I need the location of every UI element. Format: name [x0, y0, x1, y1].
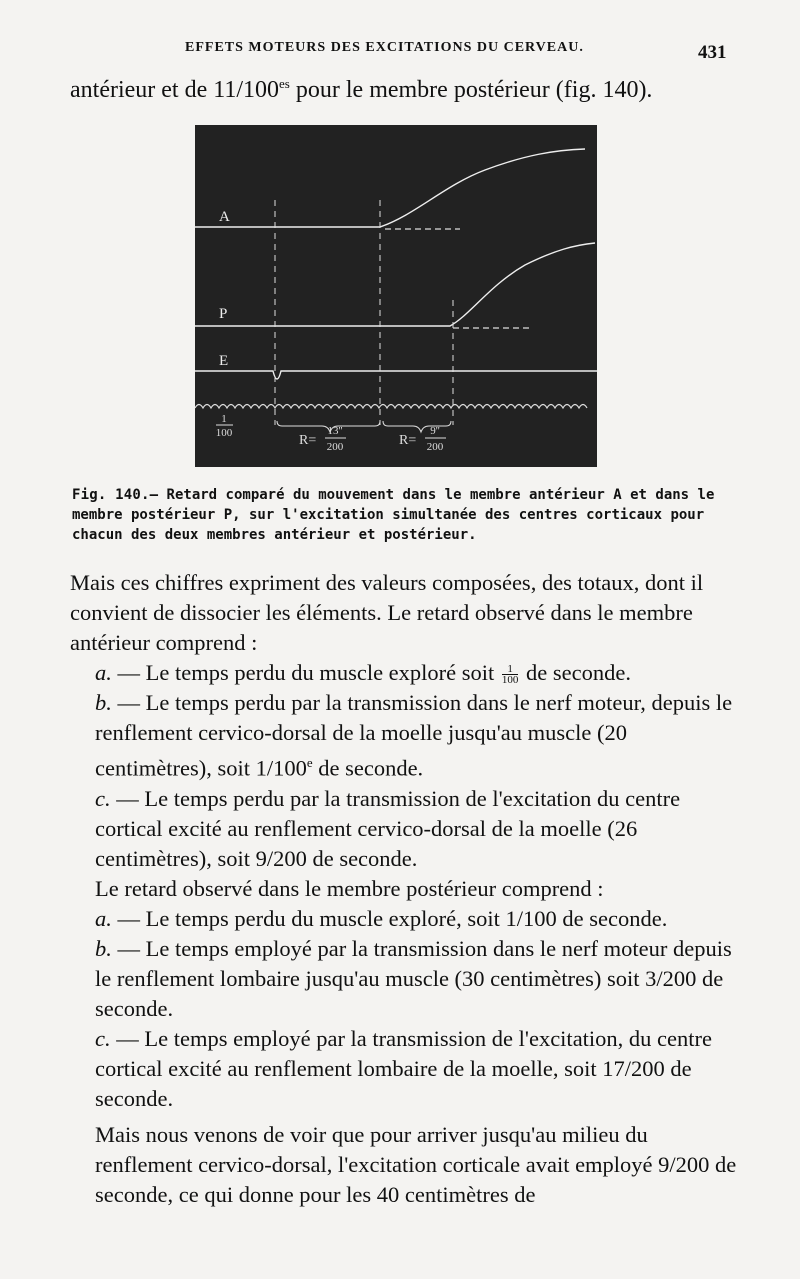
r2-num: 9'' — [430, 425, 440, 437]
ant-b-before: — Le temps perdu par la transmission dans le nerf moteur, depuis le renflement cervico-dorsal de la moelle jusqu'au muscle (20 centimètres), soit 1/100 — [95, 690, 733, 781]
r1-num: 13'' — [327, 425, 343, 437]
post-b-marker: b. — [95, 935, 112, 961]
label-P: P — [219, 306, 228, 322]
list-item-ant-a — [70, 658, 740, 688]
post-a-text: — Le temps perdu du muscle exploré, soit 1/100 de seconde. — [117, 905, 668, 931]
ant-a-before: — Le temps perdu du muscle exploré soit — [117, 660, 495, 685]
lead-before: antérieur et de 11/100 — [70, 77, 280, 103]
lead-line — [70, 76, 652, 104]
list-item-ant-b — [70, 688, 740, 784]
ant-a-num: 1 — [502, 664, 519, 675]
ant-a-marker: a. — [95, 660, 112, 685]
list-item-post-b — [70, 934, 740, 1024]
caption-text: — Retard comparé du mouvement dans le membre antérieur A et dans le membre postérieur P, sur l'excitation simultanée des centres corticaux pour chacun des deux membres antérieur et postérieur. — [72, 487, 715, 543]
figure-140 — [195, 125, 597, 467]
ant-b-marker: b. — [95, 690, 112, 715]
ant-a-after: de seconde. — [526, 660, 631, 685]
page-header — [0, 40, 800, 64]
post-c-text: — Le temps employé par la transmission de l'excitation, du centre cortical excité au renflement lombaire de la moelle, soit 17/200 de seconde. — [95, 1025, 713, 1111]
list-item-post-a — [70, 904, 740, 934]
lead-after: pour le membre postérieur (fig. 140). — [289, 77, 653, 103]
list-item-ant-c — [70, 784, 740, 874]
running-title: EFFETS MOTEURS DES EXCITATIONS DU CERVEAU. — [185, 40, 584, 55]
post-b-text: — Le temps employé par la transmission dans le nerf moteur depuis le renflement lombaire jusqu'au muscle (30 centimètres) soit 3/200 de seconde. — [95, 935, 732, 1021]
label-E: E — [219, 353, 229, 369]
ant-c-text: — Le temps perdu par la transmission de l'excitation du centre cortical excité au renflement cervico-dorsal de la moelle (26 centimètres), soit 9/200 de seconde. — [95, 785, 681, 871]
r1-prefix: R= — [299, 433, 317, 448]
figure-background — [195, 125, 597, 467]
caption-figref: Fig. 140. — [72, 487, 150, 503]
paragraph-2: Le retard observé dans le membre postérieur comprend : — [95, 875, 604, 901]
figure-caption — [72, 485, 740, 545]
post-c-marker: c. — [95, 1025, 111, 1051]
r2-prefix: R= — [399, 433, 417, 448]
page-number: 431 — [698, 42, 727, 63]
paragraph-3: Mais nous venons de voir que pour arriver jusqu'au milieu du renflement cervico-dorsal, l'excitation corticale avait employé 9/200 de seconde, ce qui donne pour les 40 centimètres de — [95, 1121, 737, 1207]
scale-den: 100 — [215, 427, 233, 439]
ant-b-sup: e — [306, 755, 313, 770]
body-text — [70, 568, 740, 1210]
ant-a-den: 100 — [501, 674, 519, 687]
paragraph-1: Mais ces chiffres expriment des valeurs composées, des totaux, dont il convient de dissocier les éléments. Le retard observé dans le membre antérieur comprend : — [70, 570, 704, 655]
ant-a-fraction — [502, 664, 519, 685]
r1-den: 200 — [326, 441, 344, 453]
scale-num: 1 — [221, 413, 227, 425]
myograph-traces — [195, 125, 597, 467]
ant-c-marker: c. — [95, 785, 111, 811]
lead-sup: es — [279, 76, 290, 91]
list-item-post-c — [70, 1024, 740, 1114]
r2-den: 200 — [426, 441, 444, 453]
ant-b-after: de seconde. — [312, 755, 424, 781]
label-A: A — [219, 209, 230, 225]
post-a-marker: a. — [95, 905, 112, 931]
